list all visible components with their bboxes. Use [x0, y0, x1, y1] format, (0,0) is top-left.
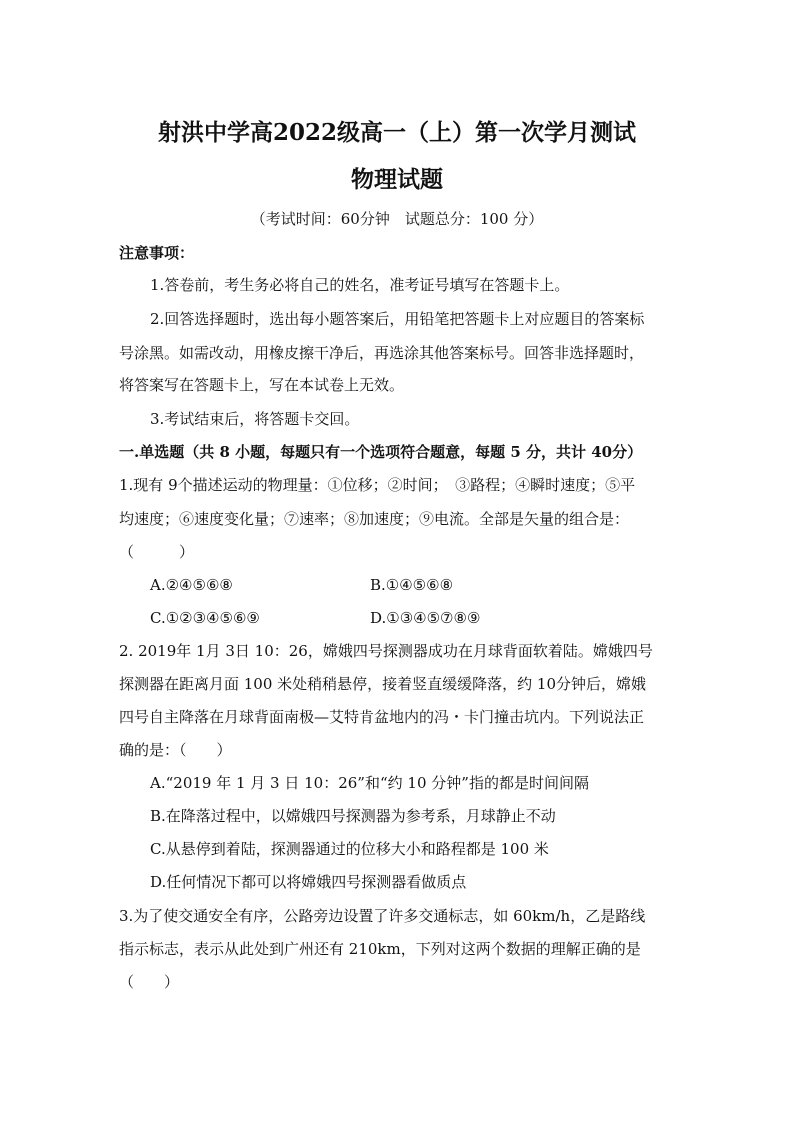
question-2-option-b: B.在降落过程中，以嫦娥四号探测器为参考系，月球静止不动: [150, 807, 556, 825]
question-1-option-a: A.②④⑤⑥⑧: [150, 576, 233, 594]
question-1-option-b: B.①④⑤⑥⑧: [370, 576, 454, 594]
question-1-text: 1.现有 9个描述运动的物理量：①位移；②时间； ③路程；④瞬时速度；⑤平: [119, 476, 636, 494]
question-1-option-c: C.①②③④⑤⑥⑨: [150, 609, 260, 627]
question-3-text: 3.为了使交通安全有序，公路旁边设置了许多交通标志，如 60km/h，乙是路线: [119, 907, 646, 925]
exam-subject: 物理试题: [351, 166, 443, 193]
question-2-option-a: A.“2019 年 1 月 3 日 10：26”和“约 10 分钟”指的都是时间间隔: [150, 774, 589, 792]
question-2-text: 确的是：（ ）: [119, 741, 232, 759]
exam-title: 射洪中学高2022级高一（上）第一次学月测试: [157, 119, 636, 146]
question-1-text: 均速度；⑥速度变化量；⑦速率；⑧加速度；⑨电流。全部是矢量的组合是：: [119, 510, 630, 528]
notice-item: 2.回答选择题时，选出每小题答案后，用铅笔把答题卡上对应题目的答案标: [150, 310, 645, 328]
notice-item: 将答案写在答题卡上，写在本试卷上无效。: [119, 376, 405, 394]
question-2-text: 2. 2019年 1月 3日 10：26，嫦娥四号探测器成功在月球背面软着陆。嫦娥四号: [119, 642, 653, 660]
question-2-text: 探测器在距离月面 100 米处稍稍悬停，接着竖直缓缓降落，约 10分钟后，嫦娥: [119, 675, 647, 693]
question-3-text: 指示标志，表示从此处到广州还有 210km，下列对这两个数据的理解正确的是: [119, 940, 641, 958]
exam-info: （考试时间：60分钟 试题总分：100 分）: [250, 210, 544, 228]
notice-heading: 注意事项：: [119, 244, 195, 262]
notice-item: 号涂黑。如需改动，用橡皮擦干净后，再选涂其他答案标号。回答非选择题时，: [119, 344, 645, 362]
question-3-text: （ ）: [119, 973, 180, 991]
question-1-text: （ ）: [119, 543, 195, 561]
question-1-option-d: D.①③④⑤⑦⑧⑨: [370, 609, 481, 627]
question-2-option-d: D.任何情况下都可以将嫦娥四号探测器看做质点: [150, 873, 467, 891]
question-2-option-c: C.从悬停到着陆，探测器通过的位移大小和路程都是 100 米: [150, 840, 549, 858]
question-2-text: 四号自主降落在月球背面南极—艾特肯盆地内的冯・卡门撞击坑内。下列说法正: [119, 708, 645, 726]
notice-item: 1.答卷前，考生务必将自己的姓名，准考证号填写在答题卡上。: [150, 276, 570, 294]
section-heading: 一.单选题（共 8 小题，每题只有一个选项符合题意，每题 5 分，共计 40分）: [119, 443, 643, 461]
notice-item: 3.考试结束后，将答题卡交回。: [150, 410, 360, 428]
